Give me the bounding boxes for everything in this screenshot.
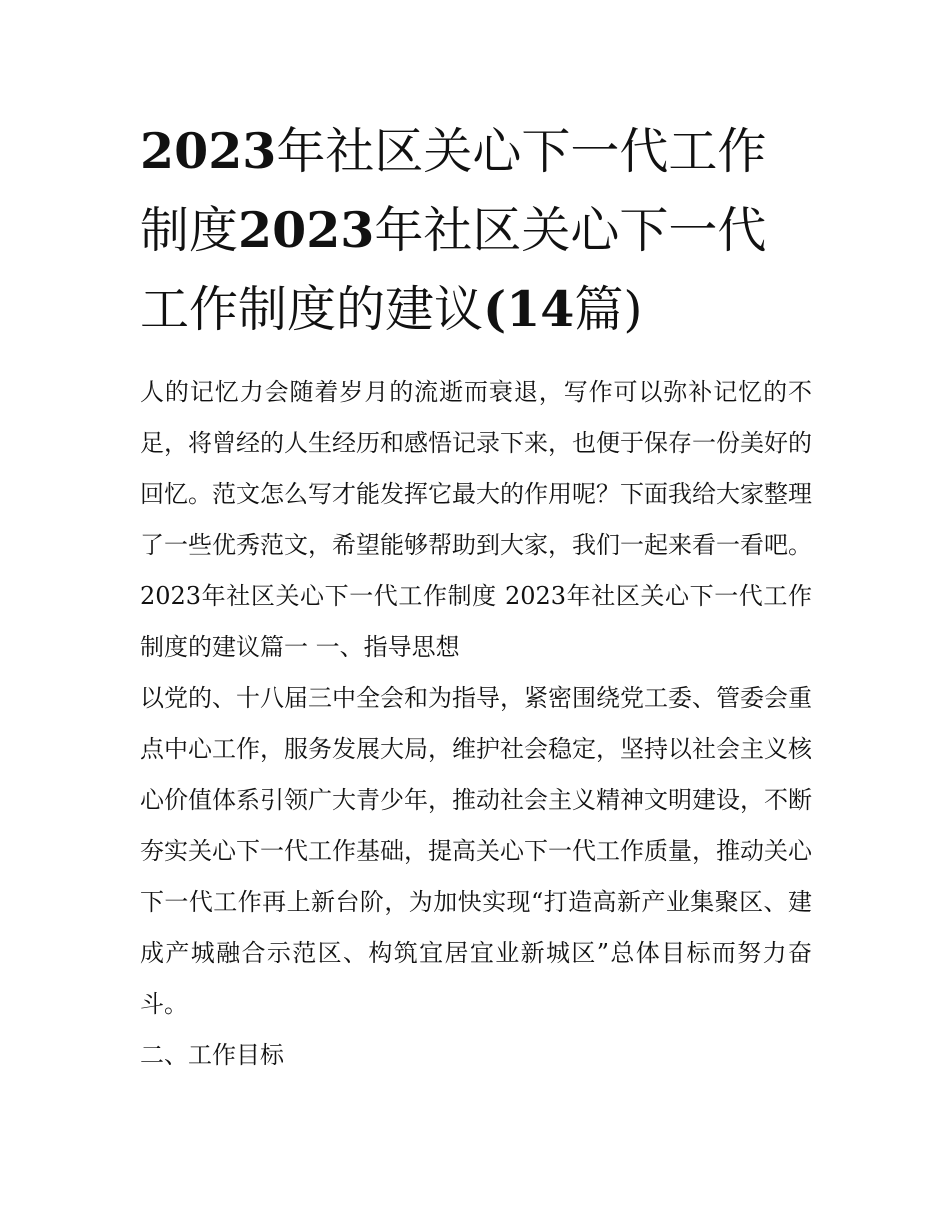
document-title bbox=[140, 112, 812, 349]
guiding-ideology-paragraph: 以党的、十八届三中全会和为指导，紧密围绕党工委、管委会重点中心工作，服务发展大局，维护社会稳定，坚持以社会主义核心价值体系引领广大青少年，推动社会主义精神文明建设，不断夯实关心下一代工作基础，提高关心下一代工作质量，推动关心下一代工作再上新台阶，为加快实现“打造高新产业集聚区、建成产城融合示范区、构筑宜居宜业新城区”总体目标而努力奋斗。 bbox=[140, 684, 812, 1018]
document-page bbox=[140, 112, 812, 1081]
section-heading-2: 二、工作目标 bbox=[140, 1041, 284, 1069]
title-year-2: 2023 bbox=[238, 201, 375, 259]
title-text-3: 篇) bbox=[574, 281, 643, 338]
title-count: (14 bbox=[483, 280, 575, 338]
section-heading-1: 2023年社区关心下一代工作制度 2023年社区关心下一代工作制度的建议篇一 一、指导思想 bbox=[140, 582, 812, 661]
intro-paragraph: 人的记忆力会随着岁月的流逝而衰退，写作可以弥补记忆的不足，将曾经的人生经历和感悟记录下来，也便于保存一份美好的回忆。范文怎么写才能发挥它最大的作用呢？下面我给大家整理了一些优秀范文，希望能够帮助到大家，我们一起来看一看吧。 bbox=[140, 378, 812, 559]
title-text-2: 年社区关心下一代工作制度的建议 bbox=[140, 202, 767, 338]
title-year-1: 2023 bbox=[140, 122, 277, 180]
title-text-1: 年社区关心下一代工作制度 bbox=[140, 123, 767, 259]
